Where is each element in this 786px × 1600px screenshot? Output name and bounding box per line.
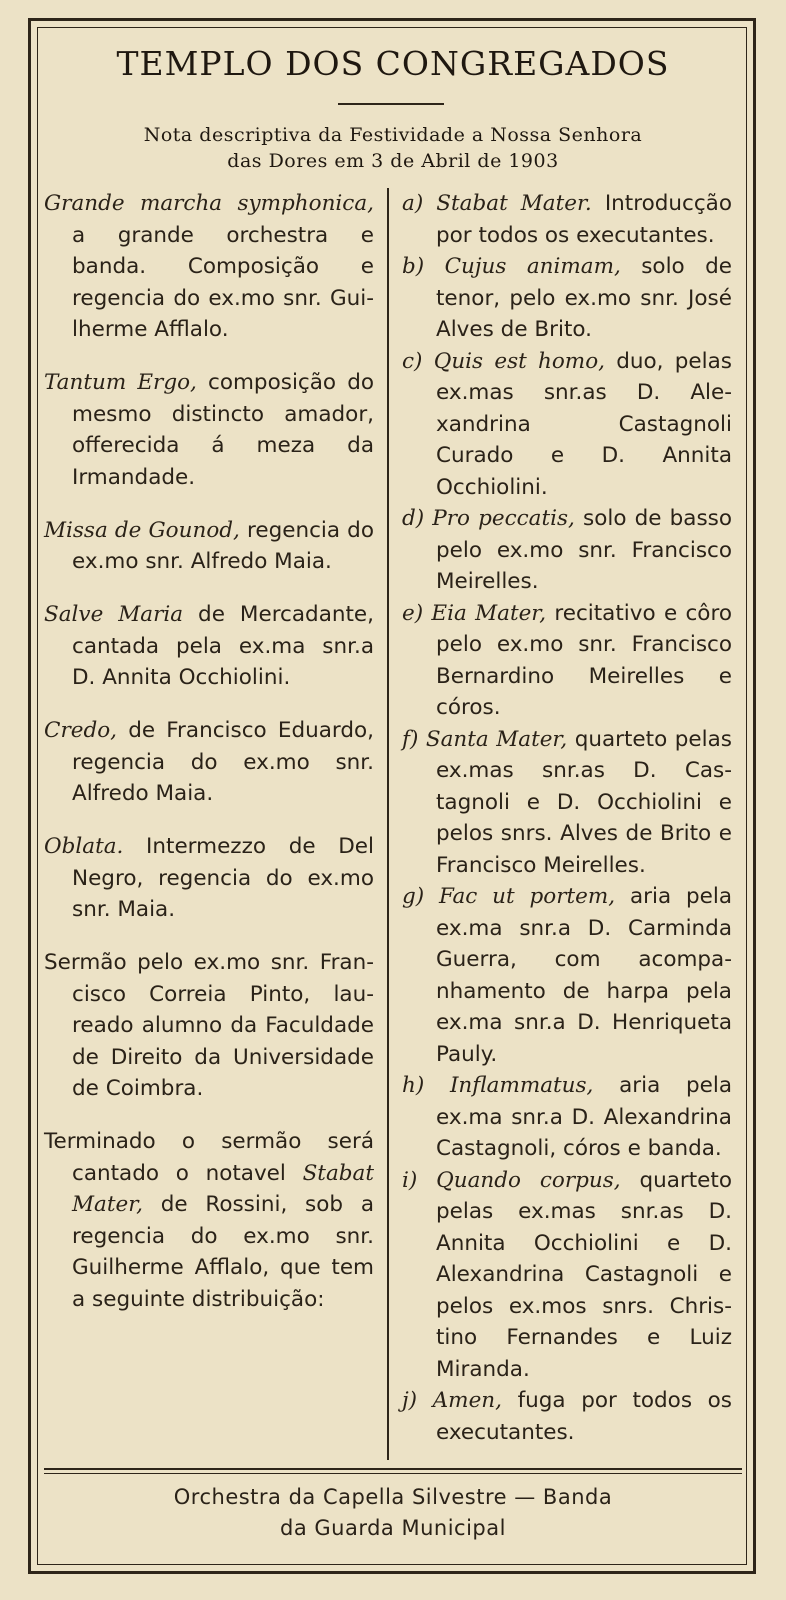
stabat-part: a) Stabat Mater. Introducção por todos os executantes. bbox=[402, 191, 733, 248]
program-item: Credo, de Francisco Eduardo, regencia do ex.mo snr. Alfredo Maia. bbox=[44, 718, 374, 806]
program-item: Sermão pelo ex.mo snr. Francisco Correia Pinto, laureado alumno da Faculdade de Direito da Universidade de Coimbra. bbox=[44, 950, 374, 1101]
stabat-part: c) Quis est homo, duo, pelas ex.mas snr.as D. Alexandrina Castagnoli Curado e D. Annita Occhiolini. bbox=[402, 348, 733, 500]
program-item: Oblata. Intermezzo de Del Negro, regencia do ex.mo snr. Maia. bbox=[44, 834, 374, 922]
stabat-part: b) Cujus animam, solo de tenor, pelo ex.mo snr. José Alves de Brito. bbox=[402, 254, 732, 342]
stabat-part: e) Eia Mater, recitativo e côro pelo ex.mo snr. Francisco Bernardino Meirelles e córos. bbox=[402, 600, 732, 720]
footer-divider-thin bbox=[44, 1473, 742, 1474]
title-divider bbox=[338, 103, 444, 105]
stabat-part: f) Santa Mater, quarteto pelas ex.mas snr.as D. Castagnoli e D. Occhiolini e pelos snrs. Alves de Brito e Francisco Meirelles. bbox=[402, 726, 732, 878]
program-item: Terminado o sermão será cantado o notavel Stabat Mater, de Rossini, sob a regencia do ex.mo snr. Guilherme Afflalo, que tem a seguinte distribuição: bbox=[44, 1129, 374, 1312]
document-title: TEMPLO DOS CONGREGADOS bbox=[116, 44, 670, 83]
footer-divider bbox=[44, 1468, 742, 1470]
program-item: Missa de Gounod, regencia do ex.mo snr. Alfredo Maia. bbox=[44, 517, 374, 574]
stabat-part: i) Quando corpus, quarteto pelas ex.mas snr.as D. Annita Occhiolini e D. Alexandrina Castagnoli e pelos ex.mos snrs. Christino Fernandes e Luiz Miranda. bbox=[402, 1167, 732, 1382]
footer-line-2: da Guarda Municipal bbox=[280, 1516, 506, 1540]
stabat-part: h) Inflammatus, aria pela ex.ma snr.a D. Alexandrina Castagnoli, córos e banda. bbox=[402, 1073, 732, 1161]
stabat-part: j) Amen, fuga por todos os executantes. bbox=[402, 1388, 732, 1445]
footer-credits bbox=[0, 1482, 786, 1544]
document-subtitle bbox=[60, 122, 726, 174]
program-item: Tantum Ergo, composição do mesmo distincto amador, offerecida á meza da Irmandade. bbox=[44, 370, 375, 490]
subtitle-line-1: Nota descriptiva da Festividade a Nossa Senhora bbox=[143, 124, 643, 146]
column-divider bbox=[387, 188, 389, 1460]
stabat-part: d) Pro peccatis, solo de basso pelo ex.mo snr. Francisco Meirelles. bbox=[402, 506, 732, 594]
program-item: Grande marcha symphonica, a grande orchestra e banda. Composição e regencia do ex.mo snr. Guilherme Afflalo. bbox=[44, 191, 374, 342]
footer-line-1: Orchestra da Capella Silvestre — Banda bbox=[173, 1485, 613, 1509]
right-column bbox=[402, 188, 732, 1448]
stabat-part: g) Fac ut portem, aria pela ex.ma snr.a D. Carminda Guerra, com acompanhamento de harpa pela ex.ma snr.a D. Henriqueta Pauly. bbox=[402, 884, 732, 1067]
subtitle-line-2: das Dores em 3 de Abril de 1903 bbox=[227, 150, 559, 172]
left-column bbox=[44, 188, 374, 1330]
program-item: Salve Maria de Mercadante, cantada pela ex.ma snr.a D. Annita Occhiolini. bbox=[44, 602, 374, 690]
